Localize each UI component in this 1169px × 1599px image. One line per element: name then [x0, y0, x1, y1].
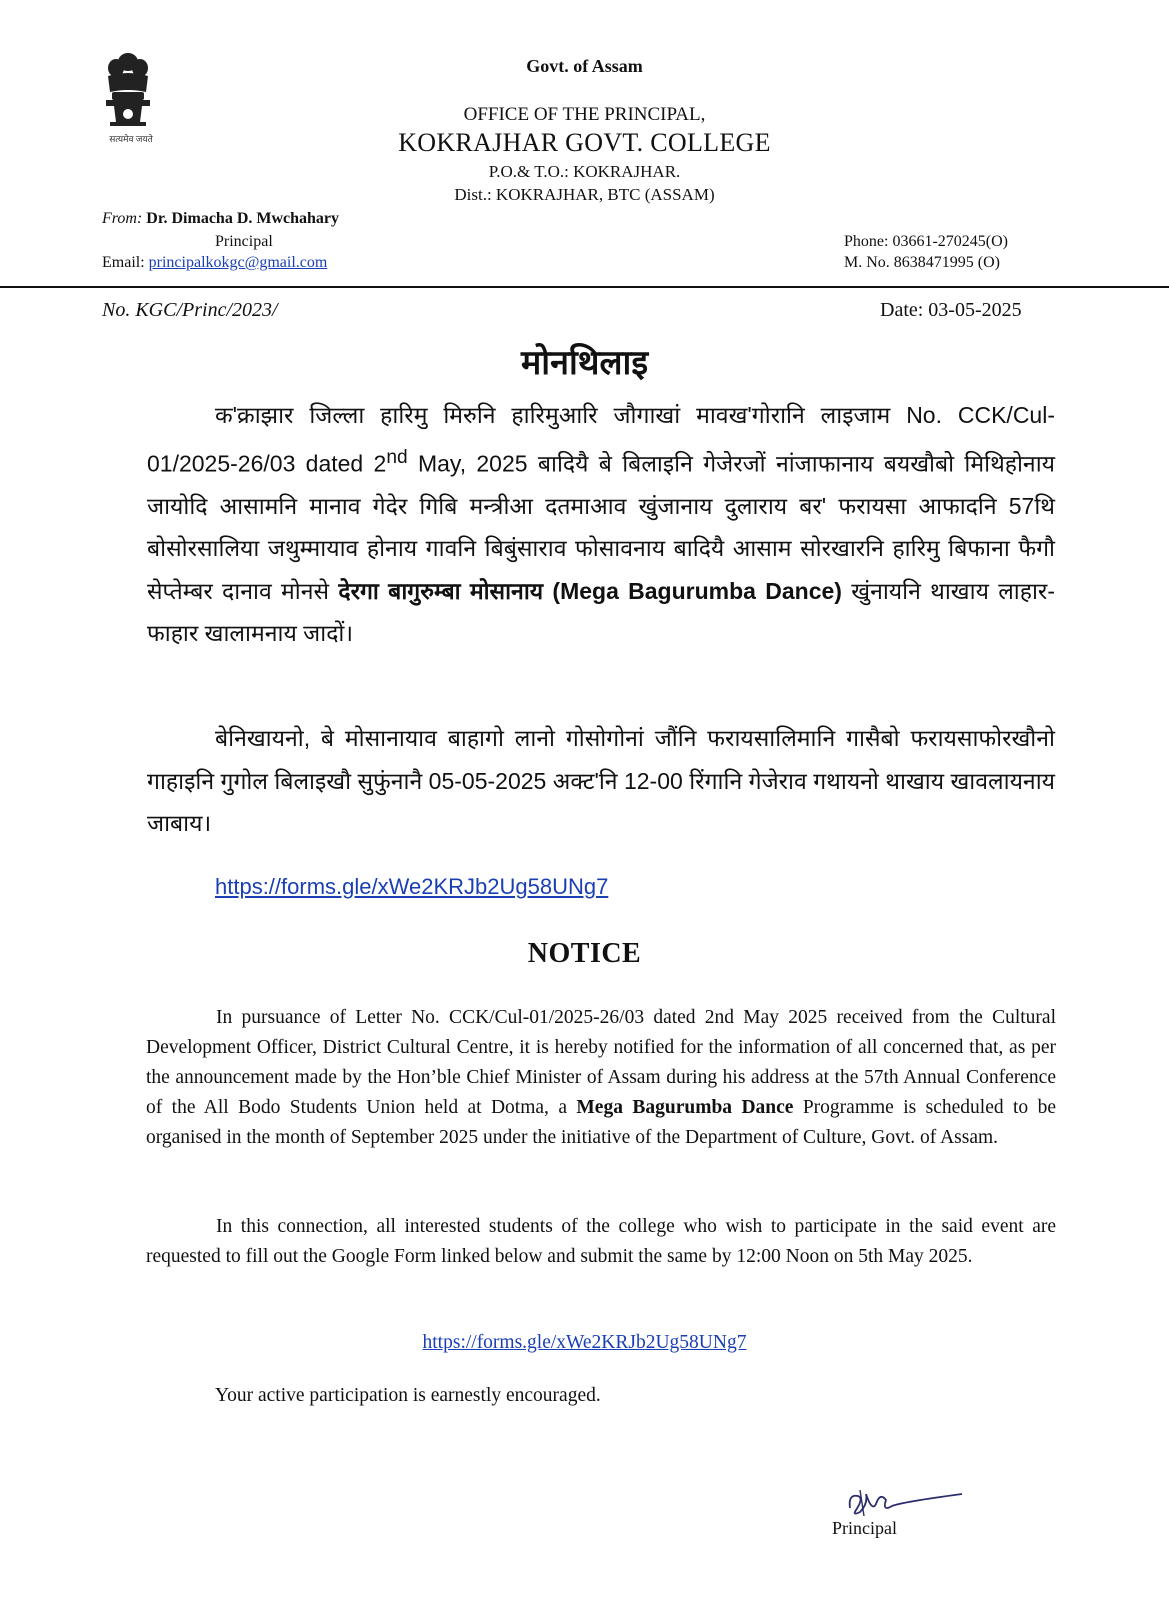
from-designation: Principal	[215, 233, 273, 250]
office-heading: OFFICE OF THE PRINCIPAL,	[463, 104, 706, 125]
bodo-paragraph-2: बेनिखायनो, बे मोसानायाव बाहागो लानो गोसोगोनां जौंनि फरायसालिमानि गासैबो फरायसाफोरखौनो गाहाइनि गुगोल बिलाइखौ सुफुंनानै 05-05-2025 अक्ट'नि 12-00 रिंगानि गेजेराव गथायनो थाखाय खावलायनाय जाबाय।	[147, 725, 1055, 836]
from-name: Dr. Dimacha D. Mwchahary	[146, 210, 340, 227]
mobile-number: M. No. 8638471995 (O)	[844, 254, 1000, 271]
post-office: P.O.& T.O.: KOKRAJHAR.	[488, 162, 681, 181]
email-line	[102, 254, 327, 272]
emblem-motto: सत्यमेव जयते	[109, 134, 153, 144]
email-label: Email:	[102, 254, 145, 271]
event-name: Mega Bagurumba Dance	[576, 1097, 794, 1118]
closing-line: Your active participation is earnestly encouraged.	[215, 1385, 601, 1406]
bodo-paragraph-1: क'क्राझार जिल्ला हारिमु मिरुनि हारिमुआरि जौगाखां मावख'गोरानि लाइजाम No. CCK/Cul-01/2025-26/03 dated 2nd May, 2025 बादियै बे बिलाइनि गेजेरजों नांजाफानाय बयखौबो मिथिहोनाय जायोदि आसामनि मानाव गेदेर गिबि मन्त्रीआ दतमाआव खुंजानाय दुलाराय बर' फरायसा आफादनि 57थि बोसोरसालिया जथुम्मायाव होनाय गावनि बिबुंसाराव फोसावनाय बादियै आसाम सोरखारनि हारिमु बिफाना फैगौ सेप्तेम्बर दानाव मोनसे देरगा बागुरुम्बा मोसानाय (Mega Bagurumba Dance) खुंनायनि थाखाय लाहार-फाहार खालामनाय जादों।	[147, 402, 1055, 647]
email-link[interactable]: principalkokgc@gmail.com	[148, 254, 328, 271]
google-form-link-bodo[interactable]: https://forms.gle/xWe2KRJb2Ug58UNg7	[215, 874, 609, 899]
header-divider	[0, 286, 1169, 288]
letter-date: Date: 03-05-2025	[880, 299, 1022, 321]
notice-paragraph-1: In pursuance of Letter No. CCK/Cul-01/2025-26/03 dated 2nd May 2025 received from the Cultural Development Officer, District Cultural Centre, it is hereby notified for the information of all concerned that, as per the announcement made by the Hon’ble Chief Minister of Assam during his address at the 57th Annual Conference of the All Bodo Students Union held at Dotma, a Mega Bagurumba Dance Programme is scheduled to be organised in the month of September 2025 under the initiative of the Department of Culture, Govt. of Assam.	[146, 1007, 1056, 1148]
college-name: KOKRAJHAR GOVT. COLLEGE	[398, 128, 771, 157]
ordinal-suffix: nd	[386, 446, 408, 468]
bodo-notice-title: मोनथिलाइ	[520, 344, 649, 382]
govt-heading: Govt. of Assam	[526, 56, 643, 76]
reference-number: No. KGC/Princ/2023/	[102, 299, 278, 321]
from-label: From:	[102, 210, 143, 227]
signature-icon	[842, 1482, 982, 1522]
google-form-link[interactable]: https://forms.gle/xWe2KRJb2Ug58UNg7	[422, 1332, 747, 1353]
notice-paragraph-2: In this connection, all interested students of the college who wish to participate in the said event are requested to fill out the Google Form linked below and submit the same by 12:00 Noon on 5th May 2025.	[146, 1216, 1056, 1267]
signatory-designation: Principal	[832, 1518, 897, 1538]
district: Dist.: KOKRAJHAR, BTC (ASSAM)	[454, 185, 715, 204]
notice-title: NOTICE	[527, 938, 642, 969]
from-line	[102, 210, 339, 228]
phone-number: Phone: 03661-270245(O)	[844, 233, 1008, 250]
bodo-event-name: देरगा बागुरुम्बा मोसानाय (Mega Bagurumba Dance)	[338, 577, 842, 604]
